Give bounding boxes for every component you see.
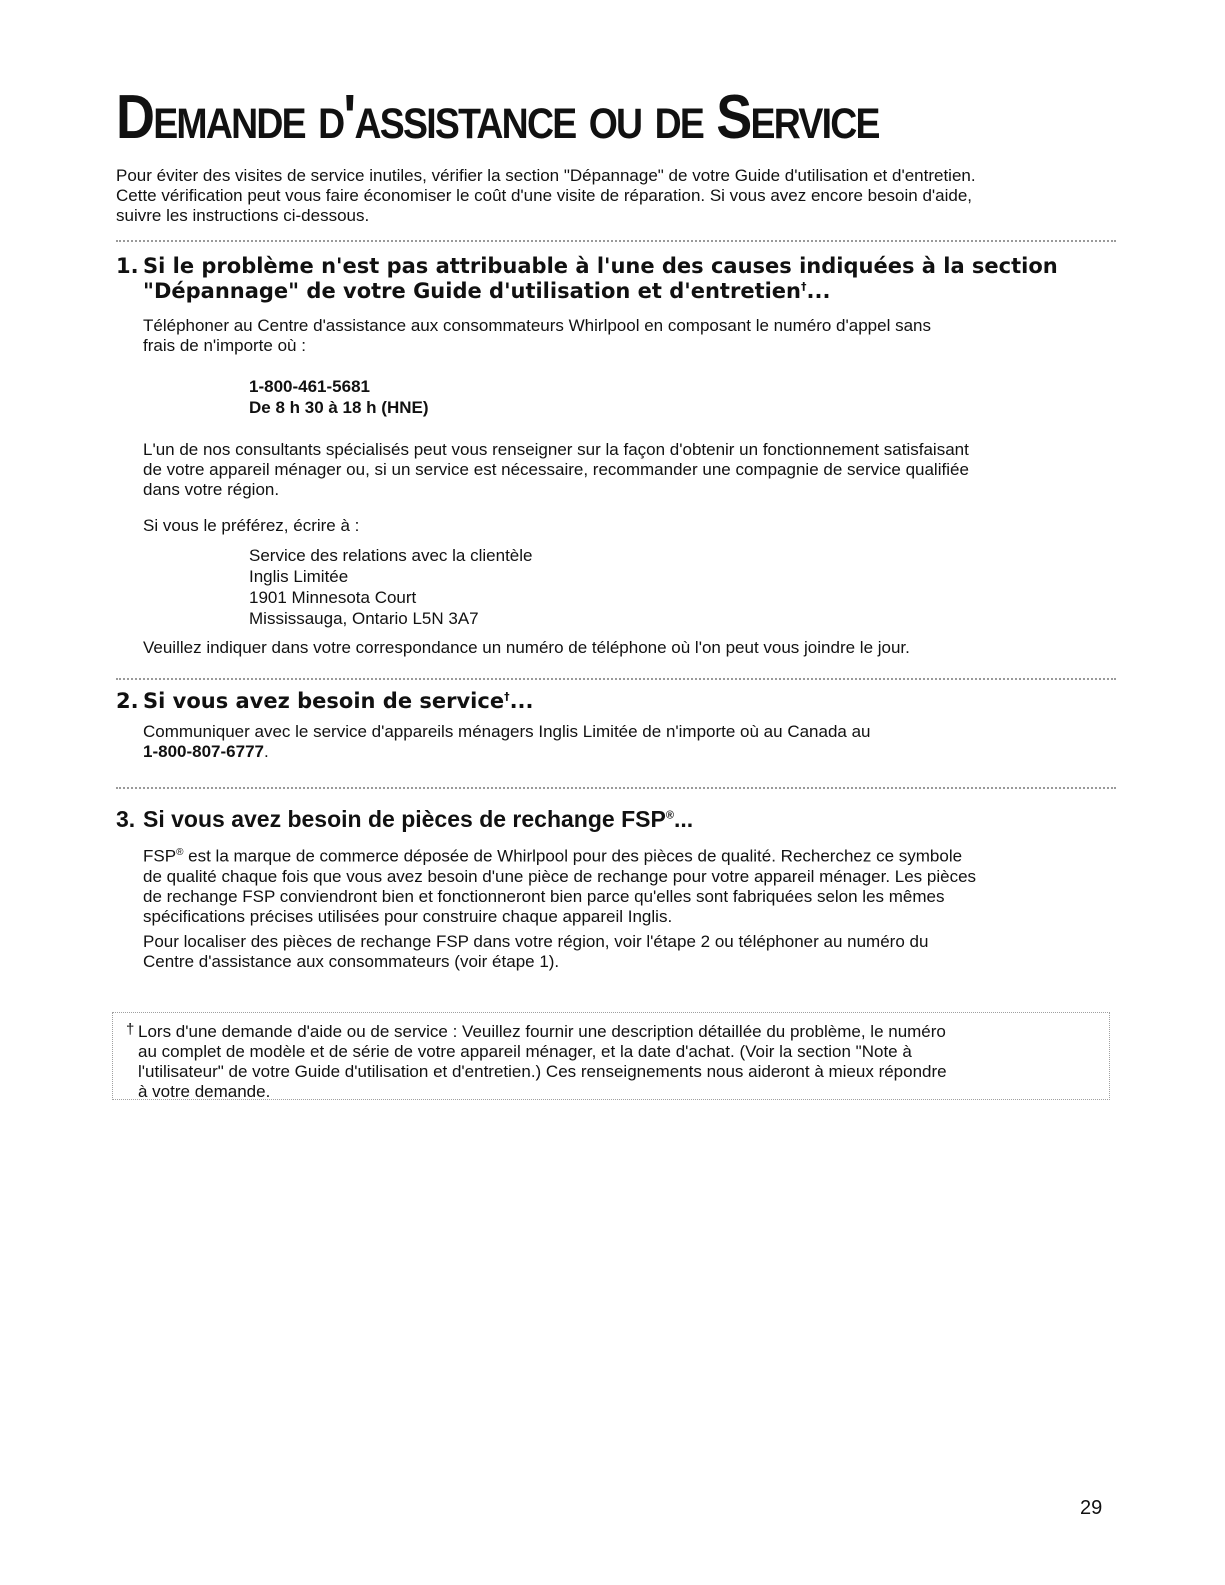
- text-line: frais de n'importe où :: [143, 336, 306, 355]
- text-line: de votre appareil ménager ou, si un service est nécessaire, recommander une compagnie de service qualifiée: [143, 460, 969, 479]
- section3-paragraph1: [143, 843, 976, 927]
- text-line: Centre d'assistance aux consommateurs (voir étape 1).: [143, 952, 560, 971]
- text-line: de rechange FSP conviendront bien et fonctionneront bien parce qu'elles sont fabriquées selon les mêmes: [143, 886, 945, 906]
- text-line: Pour localiser des pièces de rechange FSP dans votre région, voir l'étape 2 ou téléphoner au numéro du: [143, 932, 929, 951]
- text-line: Communiquer avec le service d'appareils ménagers Inglis Limitée de n'importe où au Canada au: [143, 722, 871, 741]
- footnote-dagger: †: [126, 1021, 135, 1038]
- address-line: 1901 Minnesota Court: [249, 588, 417, 607]
- text-line: L'un de nos consultants spécialisés peut vous renseigner sur la façon d'obtenir un fonctionnement satisfaisant: [143, 440, 969, 459]
- section2-number: 2.: [116, 689, 139, 713]
- hours: De 8 h 30 à 18 h (HNE): [249, 398, 429, 417]
- dagger-mark: †: [504, 690, 510, 703]
- intro-paragraph: [116, 166, 1126, 226]
- section2-heading: [143, 689, 534, 714]
- registered-mark: ®: [176, 847, 184, 858]
- intro-line: Cette vérification peut vous faire économiser le coût d'une visite de réparation. Si vous avez encore besoin d'aide,: [116, 186, 973, 205]
- section3-number: 3.: [116, 806, 136, 832]
- phone-number[interactable]: 1-800-807-6777: [143, 742, 264, 761]
- section3-paragraph2: [143, 932, 928, 972]
- page-title: Demande d'assistance ou de Service: [116, 83, 879, 152]
- section1-write-text: Si vous le préférez, écrire à :: [143, 516, 360, 535]
- heading-ellipsis: ...: [806, 279, 831, 303]
- mailing-address: [249, 545, 532, 629]
- intro-line: Pour éviter des visites de service inutiles, vérifier la section "Dépannage" de votre Guide d'utilisation et d'entretien.: [116, 166, 976, 185]
- heading-ellipsis: ...: [509, 689, 534, 713]
- period: .: [263, 742, 269, 761]
- dagger-mark: †: [801, 280, 807, 293]
- footnote-text: [138, 1022, 947, 1102]
- text-line: l'utilisateur" de votre Guide d'utilisation et d'entretien.) Ces renseignements nous aideront à mieux répondre: [138, 1062, 947, 1081]
- section-divider: [116, 787, 1116, 789]
- section1-call-text: [143, 316, 931, 356]
- address-line: Inglis Limitée: [249, 567, 349, 586]
- section1-phone-block: [249, 376, 429, 418]
- fsp-brand: [621, 806, 674, 832]
- phone-number[interactable]: 1-800-461-5681: [249, 377, 370, 396]
- intro-line: suivre les instructions ci-dessous.: [116, 206, 370, 225]
- text-line: spécifications précises utilisées pour construire chaque appareil Inglis.: [143, 906, 673, 926]
- heading-ellipsis: ...: [673, 806, 694, 832]
- fsp-brand-text: FSP: [143, 846, 177, 866]
- section1-heading-line2: "Dépannage" de votre Guide d'utilisation et d'entretien: [143, 279, 801, 303]
- text-line: de qualité chaque fois que vous avez besoin d'une pièce de rechange pour votre appareil ménager. Les pièces: [143, 866, 977, 886]
- fsp-brand-text: FSP: [621, 806, 666, 832]
- section1-heading: [143, 254, 1058, 304]
- section-divider: [116, 678, 1116, 680]
- page-number: 29: [1080, 1497, 1103, 1519]
- section1-heading-line1: Si le problème n'est pas attribuable à l'une des causes indiquées à la section: [143, 254, 1058, 278]
- section2-text: [143, 722, 871, 762]
- section2-heading-text: Si vous avez besoin de service: [143, 689, 505, 713]
- text-line: Téléphoner au Centre d'assistance aux consommateurs Whirlpool en composant le numéro d'appel sans: [143, 316, 931, 335]
- text-line: Lors d'une demande d'aide ou de service : Veuillez fournir une description détaillée du problème, le numéro: [138, 1022, 946, 1041]
- text-line: à votre demande.: [138, 1082, 271, 1101]
- text-line: au complet de modèle et de série de votre appareil ménager, et la date d'achat. (Voir la section "Note à: [138, 1042, 912, 1061]
- section1-number: 1.: [116, 254, 139, 278]
- section3-heading-text: Si vous avez besoin de pièces de rechange: [143, 806, 622, 832]
- text-line: dans votre région.: [143, 480, 280, 499]
- section1-note: Veuillez indiquer dans votre correspondance un numéro de téléphone où l'on peut vous joindre le jour.: [143, 638, 910, 657]
- registered-mark: ®: [665, 809, 674, 822]
- section-divider: [116, 240, 1116, 242]
- text-line: est la marque de commerce déposée de Whirlpool pour des pièces de qualité. Recherchez ce symbole: [183, 846, 963, 866]
- section3-heading: [143, 806, 693, 832]
- address-line: Service des relations avec la clientèle: [249, 546, 533, 565]
- section1-consultants-text: [143, 440, 969, 500]
- address-line: Mississauga, Ontario L5N 3A7: [249, 609, 479, 628]
